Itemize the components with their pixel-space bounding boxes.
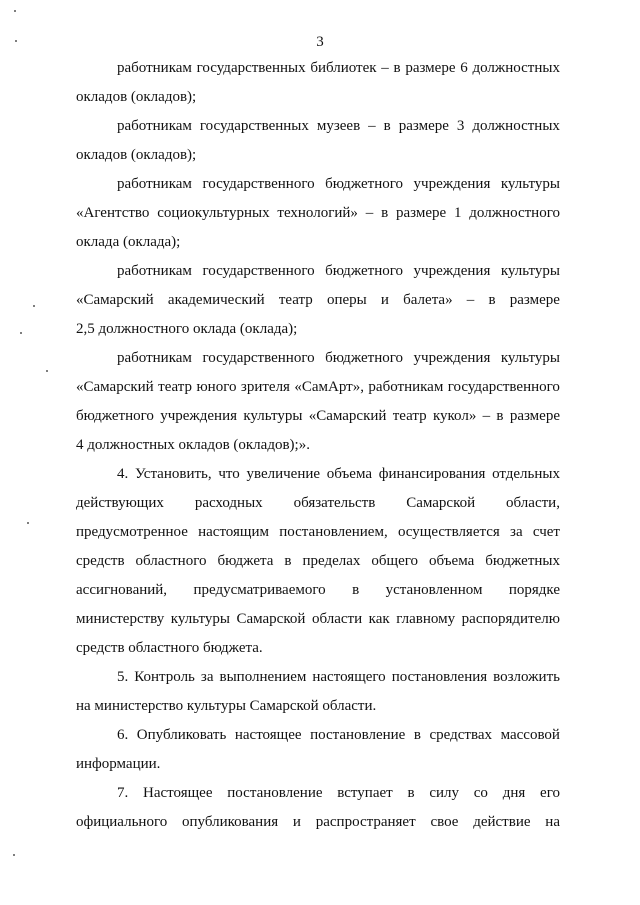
text-word: – [466,292,475,308]
text-word: обязательств [293,495,376,511]
text-word: информации. [76,756,161,772]
text-word: средствах [429,727,493,743]
text-word: «Самарский [76,379,154,395]
text-word: работникам [117,263,192,279]
text-word: бюджетного [76,408,154,424]
text-line [76,377,560,397]
text-word: культуры [170,611,230,627]
scan-speck [46,370,48,372]
text-word: 3 [456,118,465,134]
text-word: зрителя [240,379,290,395]
text-word: счет [532,524,560,540]
text-word: свое [430,814,459,830]
text-word: что [218,466,240,482]
text-line [76,232,560,252]
text-word: должностных [472,60,560,76]
text-word: настоящим [198,524,269,540]
text-word: области, [506,495,560,511]
text-word: в [352,582,360,598]
text-word: государственных [196,60,306,76]
text-word: Настоящее [143,785,213,801]
text-word: объема [429,553,475,569]
text-word: действующих [76,495,164,511]
text-word: – [482,408,491,424]
text-word: театр [392,408,427,424]
text-word: в [488,292,496,308]
text-word: распорядителю [461,611,560,627]
text-word: в [413,727,421,743]
text-word: учреждения [413,263,491,279]
text-word: работникам [368,379,444,395]
text-word: «Самарский [308,408,387,424]
text-word: бюджетных [485,553,560,569]
text-word: государственного [202,350,315,366]
text-word: массовой [500,727,560,743]
text-word: бюджетного [325,176,404,192]
scan-speck [20,332,22,334]
text-word: возложить [493,669,560,685]
text-line [117,725,560,745]
text-word: Опубликовать [136,727,227,743]
text-word: «Самарский [76,292,154,308]
page-number: 3 [316,34,324,50]
text-word: должностных [472,118,560,134]
text-word: бюджетного [325,263,404,279]
text-word: предусмотренное [76,524,188,540]
text-word: государственных [199,118,309,134]
text-word: работникам [117,118,192,134]
text-word: средств областного бюджета. [76,640,263,656]
text-word: размере [405,60,456,76]
text-word: 6. [117,727,129,743]
text-word: за [200,669,214,685]
scan-speck [13,854,15,856]
text-line [76,493,560,513]
text-word: выполнением [219,669,307,685]
text-word: 4 должностных окладов (окладов);». [76,437,310,453]
text-word: и [380,292,389,308]
text-word: балета» [403,292,453,308]
text-word: размере [398,118,449,134]
text-line [117,116,560,136]
text-word: оклада (оклада); [76,234,181,250]
text-line [117,174,560,194]
text-word: Самарской [406,495,476,511]
text-line [76,812,560,832]
text-word: объема [326,466,373,482]
text-word: окладов (окладов); [76,147,197,163]
text-word: на [545,814,560,830]
text-word: 6 [460,60,468,76]
text-line [117,261,560,281]
text-word: Установить, [134,466,212,482]
scan-speck [33,305,35,307]
text-word: театр [278,292,313,308]
text-word: как [368,611,390,627]
text-word: – [381,60,389,76]
text-word: «Агентство [76,205,150,221]
text-word: распространяет [315,814,416,830]
text-word: учреждения [413,350,491,366]
text-word: со [473,785,488,801]
text-word: культуры [243,408,303,424]
text-word: академический [167,292,265,308]
text-line [76,290,560,310]
text-word: порядке [508,582,560,598]
text-word: социокультурных [157,205,270,221]
text-word: и [292,814,301,830]
text-word: театр [158,379,193,395]
text-word: размере [509,408,560,424]
text-line [76,319,560,339]
text-word: государственного [202,263,315,279]
text-word: технологий» [277,205,358,221]
text-word: министерству [76,611,165,627]
text-word: постановления [391,669,488,685]
text-line [76,435,560,455]
text-line [117,58,560,78]
text-line [76,696,560,716]
text-line [76,522,560,542]
text-word: пределах [302,553,361,569]
text-word: опубликования [182,814,279,830]
text-word: 4. [117,466,129,482]
text-word: официального [76,814,168,830]
scan-speck [15,40,17,42]
text-word: Контроль [134,669,195,685]
text-word: в [407,785,415,801]
text-word: его [540,785,560,801]
text-word: отдельных [492,466,560,482]
text-line [76,87,560,107]
text-word: общего [371,553,419,569]
text-word: государственного [202,176,315,192]
text-word: размере [509,292,560,308]
text-word: постановление [310,727,406,743]
text-word: культуры [500,176,560,192]
text-line [117,783,560,803]
text-line [117,464,560,484]
text-word: средств [76,553,125,569]
scan-speck [14,10,16,12]
text-word: «СамАрт», [294,379,364,395]
text-word: на министерство культуры Самарской области. [76,698,377,714]
text-word: силу [429,785,459,801]
text-word: 1 [453,205,462,221]
text-word: бюджетного [325,350,404,366]
text-word: финансирования [378,466,486,482]
text-word: ассигнований, [76,582,168,598]
text-word: настоящее [234,727,302,743]
text-word: области [311,611,363,627]
text-word: библиотек [310,60,377,76]
text-word: постановление [227,785,323,801]
text-line [76,754,560,774]
text-line [117,348,560,368]
text-word: учреждения [413,176,491,192]
text-word: постановлением, [279,524,388,540]
text-word: в [284,553,292,569]
text-word: Самарской [236,611,306,627]
text-word: должностного [469,205,560,221]
text-word: установленном [385,582,483,598]
text-word: расходных [194,495,263,511]
text-word: – [365,205,374,221]
text-word: в [496,408,504,424]
text-word: культуры [500,350,560,366]
text-word: дня [502,785,526,801]
text-line [76,203,560,223]
text-word: работникам [117,60,192,76]
text-word: за [510,524,523,540]
text-word: музеев [316,118,361,134]
text-word: юного [196,379,237,395]
text-word: учреждения [160,408,238,424]
text-word: – [368,118,376,134]
text-word: настоящего [312,669,386,685]
text-word: кукол» [432,408,477,424]
text-word: работникам [117,350,192,366]
text-word: культуры [500,263,560,279]
text-word: областного [135,553,207,569]
scan-speck [27,522,29,524]
text-word: размере [395,205,447,221]
text-word: в [381,205,389,221]
text-line [117,667,560,687]
text-word: вступает [337,785,393,801]
text-word: предусматриваемого [193,582,326,598]
text-word: бюджета [217,553,274,569]
text-word: государственного [447,379,560,395]
text-word: окладов (окладов); [76,89,197,105]
text-word: работникам [117,176,192,192]
text-word: главному [396,611,456,627]
text-line [76,406,560,426]
text-line [76,638,560,658]
text-word: в [393,60,401,76]
text-word: увеличение [246,466,321,482]
text-word: оперы [326,292,367,308]
text-line [76,551,560,571]
text-word: осуществляется [397,524,500,540]
text-word: 2,5 должностного оклада (оклада); [76,321,298,337]
text-word: 5. [117,669,129,685]
text-line [76,145,560,165]
text-word: действие [473,814,531,830]
text-word: в [383,118,391,134]
text-word: 7. [117,785,129,801]
text-line [76,609,560,629]
text-line [76,580,560,600]
